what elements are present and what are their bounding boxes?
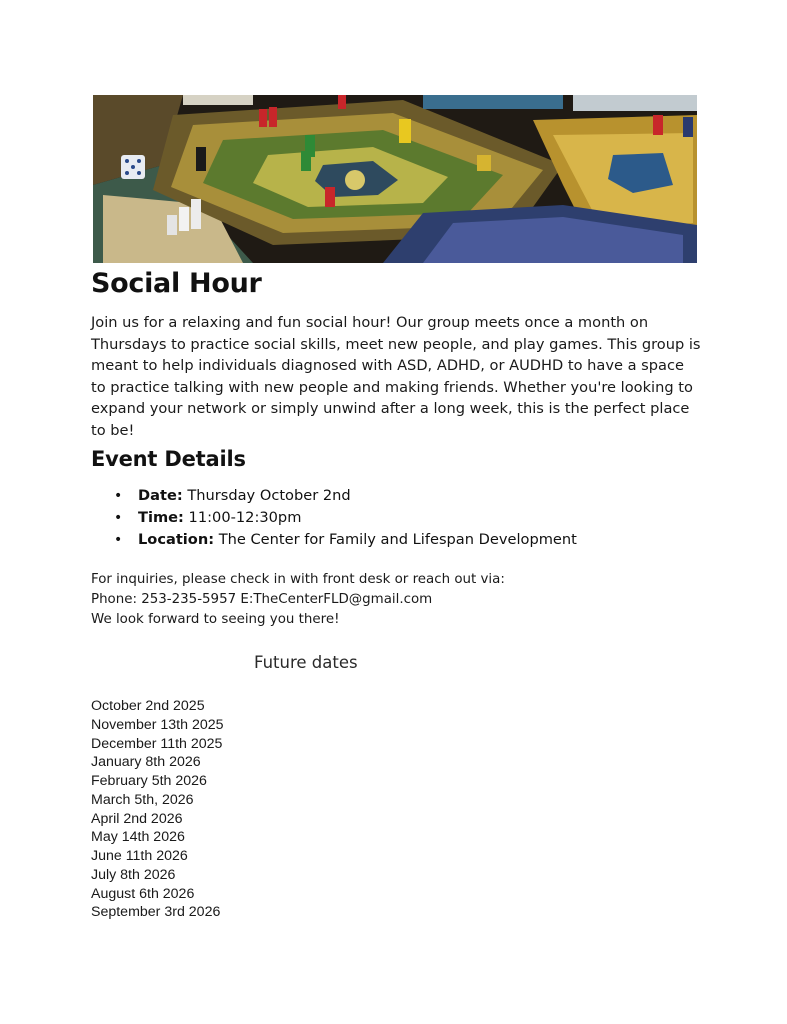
bullet-icon: •	[114, 532, 123, 548]
date-value: Thursday October 2nd	[187, 487, 351, 504]
time-label: Time:	[138, 509, 184, 526]
intro-paragraph: Join us for a relaxing and fun social hour! Our group meets once a month on Thursdays to practice social skills, meet new people, and play games. This group is meant to help individuals diagnosed with ASD, ADHD, or AUDHD to have a space to practice talking with new people and making friends. Whether you're looking to expand your network or simply unwind after a long week, this is the perfect place to be!	[91, 314, 701, 439]
future-date-item: May 14th 2026	[91, 829, 185, 846]
future-date-item: December 11th 2025	[91, 735, 223, 752]
detail-date	[114, 485, 577, 507]
bullet-icon: •	[114, 510, 123, 526]
location-value: The Center for Family and Lifespan Development	[218, 531, 577, 548]
event-details-list	[114, 485, 577, 551]
detail-time	[114, 507, 577, 529]
location-label: Location:	[138, 531, 215, 548]
board-game-image	[93, 95, 697, 263]
future-date-item: September 3rd 2026	[91, 904, 221, 921]
detail-location	[114, 529, 577, 551]
contact-line-closing: We look forward to seeing you there!	[91, 612, 340, 627]
contact-line-inquiries: For inquiries, please check in with front desk or reach out via:	[91, 572, 505, 587]
future-dates-heading: Future dates	[254, 653, 358, 672]
event-details-heading: Event Details	[91, 447, 246, 471]
future-date-item: March 5th, 2026	[91, 791, 194, 808]
page-title: Social Hour	[91, 268, 262, 299]
future-date-item: November 13th 2025	[91, 716, 224, 733]
future-dates-list	[91, 697, 224, 922]
bullet-icon: •	[114, 488, 123, 504]
future-date-item: January 8th 2026	[91, 754, 201, 771]
date-label: Date:	[138, 487, 183, 504]
contact-info	[91, 570, 505, 630]
future-date-item: July 8th 2026	[91, 866, 176, 883]
contact-line-phone-email: Phone: 253-235-5957 E:TheCenterFLD@gmail.com	[91, 592, 433, 607]
future-date-item: February 5th 2026	[91, 773, 207, 789]
future-date-item: April 2nd 2026	[91, 810, 183, 827]
time-value: 11:00-12:30pm	[188, 509, 302, 526]
future-date-item: August 6th 2026	[91, 885, 195, 902]
future-date-item: October 2nd 2025	[91, 698, 205, 714]
board-game-banner	[93, 95, 697, 263]
future-date-item: June 11th 2026	[91, 848, 188, 864]
